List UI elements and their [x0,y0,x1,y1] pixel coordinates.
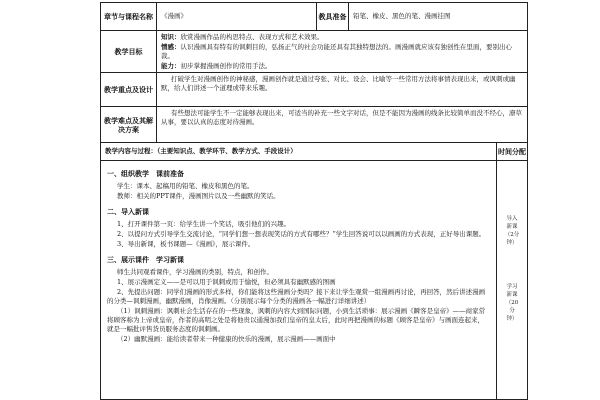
section-3-title: 三、展示课件 学习新课 [107,255,184,264]
section-2-line: 2、以提问方式引导学生交流讨论，“同学们想一想表现笑话的方式有哪些？”学生回答说可以以画画的方式表现，正好导出课题。 [117,230,486,238]
keypoints-row [101,73,527,107]
time-allocation-column [497,161,527,400]
section-2-title: 二、导入新课 [107,207,149,216]
section-1-line: 教师：相关的PPT课件，漫画图片以及一些幽默的笑话。 [117,192,280,200]
goals-row [101,31,527,73]
time-allocation-label: 时间分配 [498,147,526,156]
section-1-line: 学生：课本、起稿用的铅笔、橡皮和黑色的笔。 [117,182,254,190]
time-note-intro: 导入 新课 （2分 钟） [504,216,520,246]
section-1-title: 一、组织教学 课前准备 [107,169,184,178]
process-content [101,161,497,400]
keypoints-label: 教学重点及设计 [101,73,157,106]
tools-value: 铅笔、橡皮、黑色的笔、漫画挂图 [353,12,451,20]
goals-content [157,31,527,72]
process-body-row [101,161,527,400]
header-row [101,3,527,31]
process-header: 教学内容与过程：（主要知识点、教学环节、教学方式、手段设计） [101,143,497,160]
tools-label: 教具准备 [317,3,349,30]
section-2-line: 1、打开课件第一页：给学生讲一个笑话，吸引他们的兴趣。 [117,220,291,228]
goals-label: 教学目标 [101,31,157,72]
section-3-line: 2、先提出问题：同学们漫画的形式多样，你们能将这些漫画分类吗？接下来让学生观赏一组漫画再讨论，再回答，然后讲述漫画的分类—讽刺漫画，幽默漫画，肖像漫画。（分别展示每个分类的漫画各一幅进行详细讲述） [107,288,486,305]
difficulty-row [101,107,527,143]
chapter-label: 章节与课程名称 [101,3,157,30]
section-3-line: 师生共同观看课件，学习漫画的类别，特点，和创作。 [117,268,273,276]
time-note-learn: 学习 新课 （20 分 钟） [505,284,519,322]
difficulty-label: 教学难点及其解决方案 [101,107,157,142]
section-2-line: 3、导出新课，板书课题—《漫画》，展示课件。 [117,240,255,248]
section-3-line: （2）幽默漫画：能给读者带来一种健康的快乐的漫画，展示漫画——画面中 [117,335,336,343]
chapter-value: 《漫画》 [157,3,317,30]
section-3-line: 1、展示漫画定义——是可以用于讽刺或用于愉悦，但必须具有幽默感的图画 [117,278,336,286]
process-header-row [101,143,527,161]
goal-knowledge: 知识：欣赏漫画作品的构思特点、表现方式和艺术效果。 [161,33,324,41]
lesson-plan-table [100,2,528,400]
section-3-line: （1）讽刺漫画：讽刺社会生活存在的一些现象，讽刺的内容大到国际问题，小到生活琐事：展示漫画《瞬客是皇帝》——商家常将顾客称为上帝或皇帝，作者的高明之处是将他贵以通漫加我们皇帝的皇太后，此时再把漫画的标题《顾客是皇帝》与画面连起来，就是一幅批评售货员服务态度的讽刺画。 [107,307,486,333]
keypoints-text: 打破学生对漫画创作的神秘感，漫画创作就是通过夸张、对比、设会、比喻等一些常用方法将事情表现出来，或讽刺或幽默，给人们讲述一个道理或带来乐趣。 [161,75,516,92]
goal-ability: 能力：初步掌握漫画创作的常用手法。 [161,62,272,70]
goal-emotion: 情感：认识漫画具有特有的讽刺目的，弘扬正气的社会功能还具有其独特想法的。画漫画就应该有独创性在里面，要别出心裁。 [161,43,512,60]
difficulty-text: 有些想法可能学生不一定能够表现出来，可适当的补充一些文字对话，但是不能因为漫画的线条比较简单而没不经心，潦草从事，要以认真的态度对待漫画。 [161,109,522,126]
